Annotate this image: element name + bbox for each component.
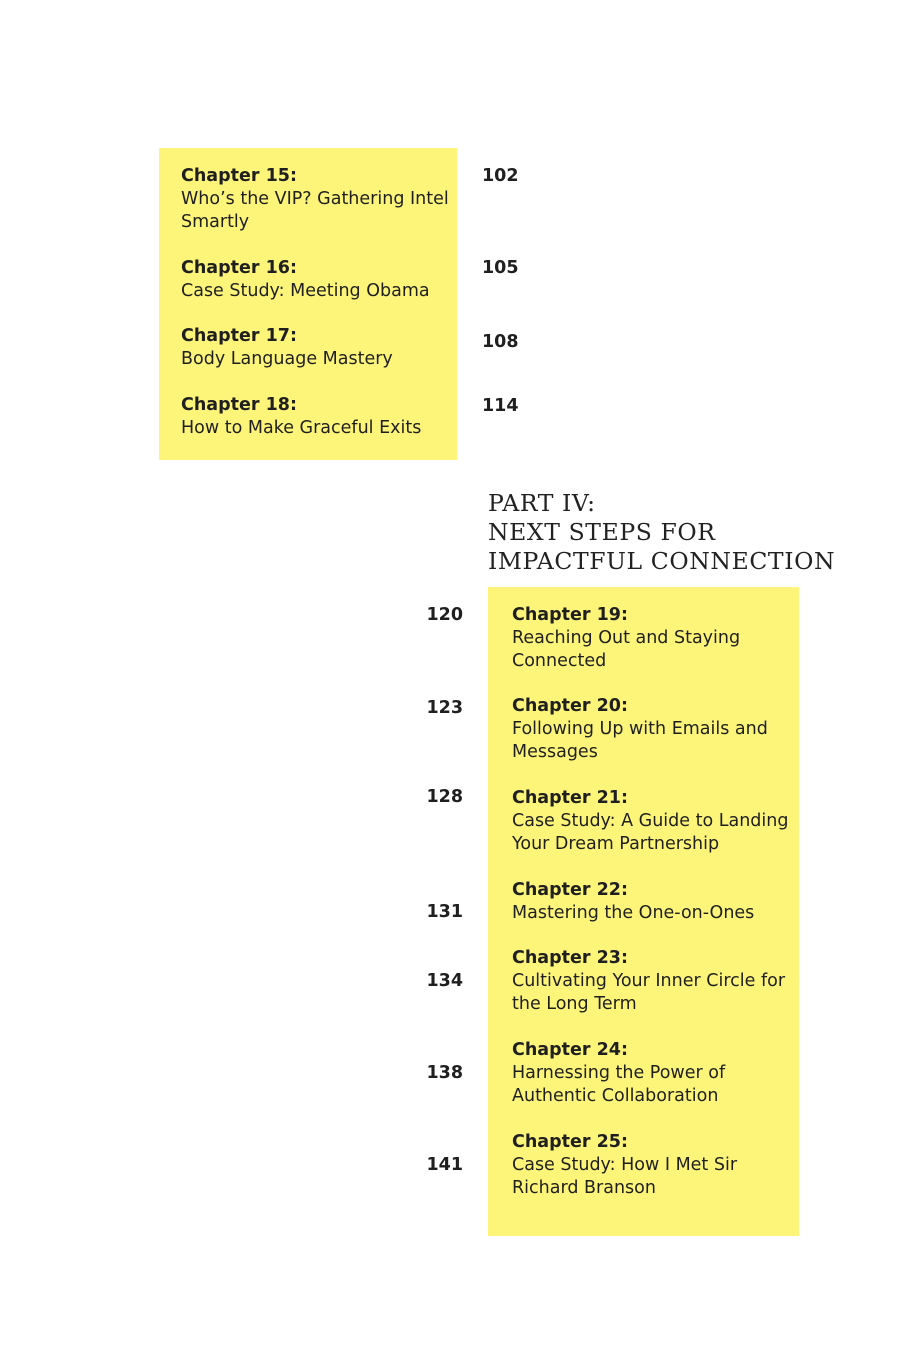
chapter-number: Chapter 24: [512, 1040, 628, 1060]
part-heading [488, 489, 836, 576]
toc-entry-chapter-16[interactable] [181, 257, 430, 303]
toc-entry-chapter-25[interactable] [512, 1131, 737, 1200]
chapter-title-line: Case Study: Meeting Obama [181, 281, 430, 301]
page-number: 138 [426, 1063, 463, 1083]
part-heading-line: IMPACTFUL CONNECTION [488, 547, 836, 575]
chapter-title-line: Who’s the VIP? Gathering Intel [181, 189, 449, 209]
page-number: 108 [482, 332, 519, 352]
toc-entry-chapter-23[interactable] [512, 947, 785, 1016]
toc-entry-chapter-20[interactable] [512, 695, 768, 764]
page-number: 131 [426, 902, 463, 922]
toc-entry-chapter-15[interactable] [181, 165, 449, 234]
toc-entry-chapter-24[interactable] [512, 1039, 725, 1108]
chapter-title-line: Your Dream Partnership [512, 834, 720, 854]
chapter-title-line: Smartly [181, 212, 250, 232]
chapter-number: Chapter 23: [512, 948, 628, 968]
chapter-title-line: Case Study: A Guide to Landing [512, 811, 789, 831]
chapter-number: Chapter 21: [512, 788, 628, 808]
chapter-title-line: Authentic Collaboration [512, 1086, 719, 1106]
toc-entry-chapter-19[interactable] [512, 604, 740, 673]
toc-entry-chapter-18[interactable] [181, 394, 421, 440]
chapter-title-line: Case Study: How I Met Sir [512, 1155, 738, 1175]
toc-entry-chapter-21[interactable] [512, 787, 788, 856]
chapter-title-line: Messages [512, 742, 598, 762]
chapter-title-line: Connected [512, 651, 607, 671]
chapter-number: Chapter 17: [181, 326, 297, 346]
toc-entry-chapter-17[interactable] [181, 325, 393, 371]
chapter-title-line: Body Language Mastery [181, 349, 393, 369]
chapter-title-line: the Long Term [512, 994, 637, 1014]
page-number: 128 [426, 787, 463, 807]
part-heading-line: PART IV: [488, 489, 596, 517]
toc-entry-chapter-22[interactable] [512, 879, 754, 925]
part-heading-line: NEXT STEPS FOR [488, 518, 716, 546]
chapter-title-line: Reaching Out and Staying [512, 628, 741, 648]
chapter-number: Chapter 25: [512, 1132, 628, 1152]
page-number: 123 [426, 698, 463, 718]
chapter-number: Chapter 19: [512, 605, 628, 625]
chapter-number: Chapter 18: [181, 395, 297, 415]
page-number: 105 [482, 258, 519, 278]
page-number: 114 [482, 396, 519, 416]
chapter-number: Chapter 15: [181, 166, 297, 186]
chapter-title-line: Richard Branson [512, 1178, 656, 1198]
chapter-title-line: Following Up with Emails and [512, 719, 768, 739]
chapter-title-line: Mastering the One-on-Ones [512, 903, 755, 923]
chapter-title-line: Harnessing the Power of [512, 1063, 726, 1083]
chapter-number: Chapter 16: [181, 258, 297, 278]
chapter-number: Chapter 20: [512, 696, 628, 716]
chapter-title-line: Cultivating Your Inner Circle for [512, 971, 786, 991]
chapter-title-line: How to Make Graceful Exits [181, 418, 422, 438]
page-number: 134 [426, 971, 463, 991]
chapter-number: Chapter 22: [512, 880, 628, 900]
page-number: 102 [482, 166, 519, 186]
page-number: 141 [426, 1155, 463, 1175]
page-number: 120 [426, 605, 463, 625]
